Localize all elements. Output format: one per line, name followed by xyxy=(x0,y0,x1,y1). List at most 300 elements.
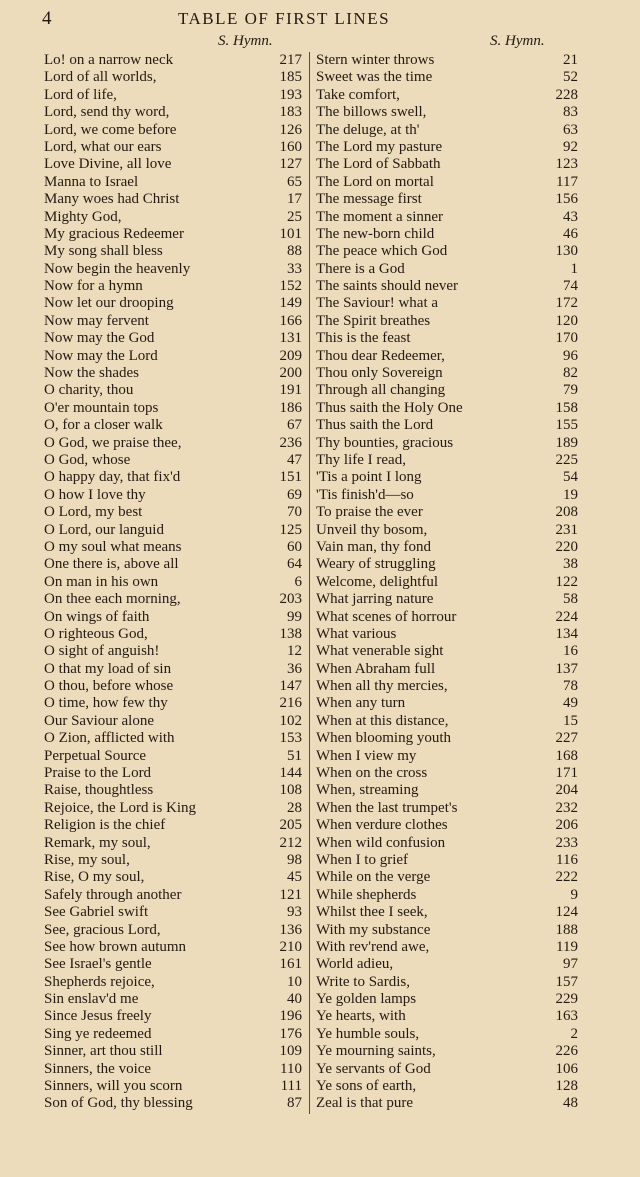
first-line-text: Love Divine, all love xyxy=(44,156,172,173)
hymn-number: 74 xyxy=(563,278,578,295)
index-entry xyxy=(316,435,578,452)
hymn-number: 158 xyxy=(555,399,578,416)
index-entry xyxy=(44,330,302,347)
hymn-number: 102 xyxy=(279,712,302,729)
first-line-text: O happy day, that fix'd xyxy=(44,469,181,486)
hymn-number: 186 xyxy=(279,399,302,416)
first-line-text: Praise to the Lord xyxy=(44,765,152,782)
first-line-text: 'Tis a point I long xyxy=(316,469,422,486)
hymn-number: 25 xyxy=(287,208,302,225)
hymn-number: 43 xyxy=(563,208,578,225)
right-column xyxy=(316,52,578,1113)
first-line-text: 'Tis finish'd—so xyxy=(316,486,414,503)
hymn-number: 151 xyxy=(279,469,302,486)
index-entry xyxy=(316,156,578,173)
hymn-number: 65 xyxy=(287,173,302,190)
index-entry xyxy=(44,261,302,278)
hymn-number: 83 xyxy=(563,104,578,121)
index-entry xyxy=(316,452,578,469)
first-line-text: O God, whose xyxy=(44,451,131,468)
index-entry xyxy=(316,1078,578,1095)
first-line-text: When any turn xyxy=(316,695,406,712)
column-header-right: S. Hymn. xyxy=(490,33,545,49)
first-line-text: The new-born child xyxy=(316,225,435,242)
hymn-number: 217 xyxy=(279,52,302,68)
first-line-text: On thee each morning, xyxy=(44,591,181,608)
hymn-number: 6 xyxy=(294,573,302,590)
first-line-text: The deluge, at th' xyxy=(316,121,420,138)
index-entry xyxy=(44,156,302,173)
hymn-number: 147 xyxy=(279,678,302,695)
hymn-number: 232 xyxy=(555,799,578,816)
index-entry xyxy=(316,765,578,782)
index-entry xyxy=(44,435,302,452)
index-entry xyxy=(44,591,302,608)
hymn-number: 153 xyxy=(279,730,302,747)
first-line-text: Mighty God, xyxy=(44,208,122,225)
hymn-number: 206 xyxy=(555,817,578,834)
first-line-text: O Zion, afflicted with xyxy=(44,730,175,747)
index-entry xyxy=(316,713,578,730)
first-line-text: O Lord, our languid xyxy=(44,521,164,538)
hymn-number: 79 xyxy=(563,382,578,399)
index-entry xyxy=(316,1026,578,1043)
index-entry xyxy=(44,69,302,86)
first-line-text: Now may the Lord xyxy=(44,347,158,364)
index-entry xyxy=(44,382,302,399)
index-entry xyxy=(44,939,302,956)
index-entry xyxy=(316,400,578,417)
first-line-text: Ye hearts, with xyxy=(316,1008,406,1025)
first-line-text: Whilst thee I seek, xyxy=(316,904,428,921)
index-entry xyxy=(44,556,302,573)
hymn-number: 209 xyxy=(279,347,302,364)
hymn-number: 200 xyxy=(279,365,302,382)
hymn-number: 123 xyxy=(555,156,578,173)
hymn-number: 189 xyxy=(555,434,578,451)
first-line-text: Now let our drooping xyxy=(44,295,174,312)
index-entry xyxy=(44,730,302,747)
index-entry xyxy=(316,1095,578,1112)
index-entry xyxy=(316,1008,578,1025)
column-divider xyxy=(309,52,310,1114)
hymn-number: 216 xyxy=(279,695,302,712)
hymn-number: 70 xyxy=(287,504,302,521)
index-entry xyxy=(316,904,578,921)
index-entry xyxy=(44,1078,302,1095)
hymn-number: 82 xyxy=(563,365,578,382)
first-line-text: Sinners, will you scorn xyxy=(44,1078,183,1095)
hymn-number: 117 xyxy=(556,173,578,190)
index-entry xyxy=(316,991,578,1008)
index-entry xyxy=(44,122,302,139)
hymn-number: 128 xyxy=(555,1078,578,1095)
index-entry xyxy=(316,139,578,156)
first-line-text: Rise, O my soul, xyxy=(44,869,145,886)
first-line-text: Our Saviour alone xyxy=(44,712,154,729)
first-line-text: One there is, above all xyxy=(44,556,179,573)
hymn-number: 96 xyxy=(563,347,578,364)
first-line-text: Remark, my soul, xyxy=(44,834,151,851)
first-line-text: O God, we praise thee, xyxy=(44,434,182,451)
first-line-text: O righteous God, xyxy=(44,625,148,642)
first-line-text: See, gracious Lord, xyxy=(44,921,161,938)
index-entry xyxy=(316,278,578,295)
index-entry xyxy=(44,139,302,156)
first-line-text: Now for a hymn xyxy=(44,278,143,295)
index-entry xyxy=(44,748,302,765)
first-line-text: The Lord on mortal xyxy=(316,173,434,190)
index-entry xyxy=(44,209,302,226)
hymn-number: 138 xyxy=(279,625,302,642)
hymn-number: 2 xyxy=(570,1025,578,1042)
first-line-text: While on the verge xyxy=(316,869,431,886)
hymn-number: 108 xyxy=(279,782,302,799)
index-entry xyxy=(316,887,578,904)
index-entry xyxy=(316,835,578,852)
index-entry xyxy=(44,348,302,365)
first-line-text: The saints should never xyxy=(316,278,459,295)
first-line-text: See Israel's gentle xyxy=(44,956,152,973)
first-line-text: Thus saith the Holy One xyxy=(316,399,463,416)
index-entry xyxy=(44,765,302,782)
first-line-text: The message first xyxy=(316,191,422,208)
first-line-text: On man in his own xyxy=(44,573,159,590)
first-line-text: O how I love thy xyxy=(44,486,146,503)
first-line-text: The Lord my pasture xyxy=(316,138,443,155)
first-line-text: What venerable sight xyxy=(316,643,444,660)
index-entry xyxy=(316,487,578,504)
hymn-number: 52 xyxy=(563,69,578,86)
hymn-number: 106 xyxy=(555,1060,578,1077)
hymn-number: 1 xyxy=(570,260,578,277)
index-entry xyxy=(316,191,578,208)
hymn-number: 166 xyxy=(279,312,302,329)
hymn-number: 205 xyxy=(279,817,302,834)
hymn-number: 227 xyxy=(555,730,578,747)
first-line-text: When I view my xyxy=(316,747,417,764)
hymn-number: 119 xyxy=(556,938,578,955)
first-line-text: Sing ye redeemed xyxy=(44,1025,152,1042)
index-entry xyxy=(44,1061,302,1078)
index-entry xyxy=(316,382,578,399)
first-line-text: On wings of faith xyxy=(44,608,150,625)
hymn-number: 64 xyxy=(287,556,302,573)
hymn-number: 60 xyxy=(287,538,302,555)
first-line-text: Lord, what our ears xyxy=(44,138,162,155)
hymn-number: 92 xyxy=(563,138,578,155)
first-line-text: Lord, we come before xyxy=(44,121,177,138)
hymn-number: 19 xyxy=(563,486,578,503)
first-line-text: World adieu, xyxy=(316,956,394,973)
index-entry xyxy=(44,452,302,469)
first-line-text: O my soul what means xyxy=(44,538,182,555)
first-line-text: What jarring nature xyxy=(316,591,434,608)
first-line-text: When blooming youth xyxy=(316,730,451,747)
first-line-text: O sight of anguish! xyxy=(44,643,160,660)
hymn-number: 126 xyxy=(279,121,302,138)
first-line-text: Weary of struggling xyxy=(316,556,436,573)
first-line-text: See how brown autumn xyxy=(44,938,187,955)
first-line-text: Welcome, delightful xyxy=(316,573,439,590)
first-line-text: When all thy mercies, xyxy=(316,678,448,695)
index-entry xyxy=(316,243,578,260)
index-entry xyxy=(316,87,578,104)
index-entry xyxy=(44,626,302,643)
index-entry xyxy=(44,469,302,486)
index-entry xyxy=(44,956,302,973)
first-line-text: When I to grief xyxy=(316,851,409,868)
hymn-number: 156 xyxy=(555,191,578,208)
first-line-text: Lord of life, xyxy=(44,86,117,103)
index-entry xyxy=(316,417,578,434)
index-entry xyxy=(44,417,302,434)
first-line-text: Ye sons of earth, xyxy=(316,1078,417,1095)
first-line-text: Rise, my soul, xyxy=(44,851,130,868)
first-line-text: There is a God xyxy=(316,260,405,277)
hymn-number: 226 xyxy=(555,1043,578,1060)
hymn-number: 40 xyxy=(287,991,302,1008)
hymn-number: 203 xyxy=(279,591,302,608)
index-entry xyxy=(316,748,578,765)
hymn-number: 58 xyxy=(563,591,578,608)
index-entry xyxy=(44,835,302,852)
hymn-number: 131 xyxy=(279,330,302,347)
index-entry xyxy=(44,661,302,678)
hymn-number: 157 xyxy=(555,973,578,990)
index-entry xyxy=(44,226,302,243)
index-entry xyxy=(44,800,302,817)
index-entry xyxy=(44,487,302,504)
index-entry xyxy=(44,869,302,886)
hymn-number: 51 xyxy=(287,747,302,764)
index-entry xyxy=(316,348,578,365)
hymn-number: 87 xyxy=(287,1095,302,1112)
hymn-number: 120 xyxy=(555,312,578,329)
hymn-number: 233 xyxy=(555,834,578,851)
page-title: TABLE OF FIRST LINES xyxy=(178,9,391,28)
first-line-text: This is the feast xyxy=(316,330,411,347)
index-entry xyxy=(44,504,302,521)
index-entry xyxy=(44,313,302,330)
first-line-text: Shepherds rejoice, xyxy=(44,973,155,990)
index-entry xyxy=(44,643,302,660)
index-entry xyxy=(44,609,302,626)
hymn-number: 134 xyxy=(555,625,578,642)
hymn-number: 28 xyxy=(287,799,302,816)
index-entry xyxy=(316,609,578,626)
index-entry xyxy=(44,174,302,191)
first-line-text: Sweet was the time xyxy=(316,69,433,86)
hymn-number: 222 xyxy=(555,869,578,886)
first-line-text: My song shall bless xyxy=(44,243,163,260)
index-entry xyxy=(316,852,578,869)
first-line-text: Now may the God xyxy=(44,330,155,347)
first-line-text: Since Jesus freely xyxy=(44,1008,152,1025)
first-line-text: Sinner, art thou still xyxy=(44,1043,163,1060)
index-entry xyxy=(316,365,578,382)
hymn-number: 220 xyxy=(555,538,578,555)
first-line-text: The billows swell, xyxy=(316,104,427,121)
first-line-text: With rev'rend awe, xyxy=(316,938,430,955)
left-column xyxy=(44,52,302,1113)
index-entry xyxy=(44,1043,302,1060)
first-line-text: Safely through another xyxy=(44,886,182,903)
index-entry xyxy=(44,887,302,904)
first-line-text: Write to Sardis, xyxy=(316,973,410,990)
index-entry xyxy=(316,174,578,191)
index-entry xyxy=(44,1095,302,1112)
index-entry xyxy=(44,295,302,312)
hymn-number: 185 xyxy=(279,69,302,86)
hymn-number: 176 xyxy=(279,1025,302,1042)
index-entry xyxy=(316,661,578,678)
hymn-number: 204 xyxy=(555,782,578,799)
first-line-text: While shepherds xyxy=(316,886,417,903)
first-line-text: Lord, send thy word, xyxy=(44,104,170,121)
hymn-number: 88 xyxy=(287,243,302,260)
first-line-text: Now begin the heavenly xyxy=(44,260,191,277)
hymn-number: 136 xyxy=(279,921,302,938)
index-entry xyxy=(316,591,578,608)
index-entry xyxy=(316,330,578,347)
index-entry xyxy=(316,626,578,643)
first-line-text: Unveil thy bosom, xyxy=(316,521,428,538)
first-line-text: Ye humble souls, xyxy=(316,1025,420,1042)
hymn-number: 17 xyxy=(287,191,302,208)
index-entry xyxy=(44,678,302,695)
first-line-text: Many woes had Christ xyxy=(44,191,180,208)
index-entry xyxy=(44,922,302,939)
index-entry xyxy=(44,104,302,121)
index-entry xyxy=(44,782,302,799)
index-entry xyxy=(316,782,578,799)
first-line-text: Vain man, thy fond xyxy=(316,538,431,555)
index-entry xyxy=(316,226,578,243)
hymn-number: 161 xyxy=(279,956,302,973)
hymn-number: 236 xyxy=(279,434,302,451)
index-entry xyxy=(44,365,302,382)
first-line-text: Religion is the chief xyxy=(44,817,166,834)
index-entry xyxy=(316,800,578,817)
hymn-number: 160 xyxy=(279,138,302,155)
first-line-text: The Lord of Sabbath xyxy=(316,156,441,173)
hymn-number: 228 xyxy=(555,86,578,103)
hymn-number: 212 xyxy=(279,834,302,851)
hymn-number: 210 xyxy=(279,938,302,955)
hymn-number: 188 xyxy=(555,921,578,938)
hymn-number: 155 xyxy=(555,417,578,434)
hymn-number: 21 xyxy=(563,52,578,68)
first-line-text: O time, how few thy xyxy=(44,695,168,712)
first-line-text: My gracious Redeemer xyxy=(44,225,184,242)
index-entry xyxy=(316,922,578,939)
first-line-text: Rejoice, the Lord is King xyxy=(44,799,197,816)
hymn-number: 109 xyxy=(279,1043,302,1060)
hymn-number: 67 xyxy=(287,417,302,434)
hymn-number: 122 xyxy=(555,573,578,590)
first-line-text: To praise the ever xyxy=(316,504,423,521)
index-entry xyxy=(316,643,578,660)
first-line-text: Now the shades xyxy=(44,365,139,382)
hymn-number: 168 xyxy=(555,747,578,764)
hymn-number: 231 xyxy=(555,521,578,538)
hymn-number: 144 xyxy=(279,765,302,782)
first-line-text: Zeal is that pure xyxy=(316,1095,414,1112)
index-entry xyxy=(316,1061,578,1078)
hymn-number: 9 xyxy=(570,886,578,903)
hymn-number: 124 xyxy=(555,904,578,921)
index-entry xyxy=(44,713,302,730)
hymn-number: 170 xyxy=(555,330,578,347)
hymn-number: 152 xyxy=(279,278,302,295)
hymn-number: 93 xyxy=(287,904,302,921)
first-line-text: Now may fervent xyxy=(44,312,149,329)
first-line-text: Take comfort, xyxy=(316,86,400,103)
hymn-number: 16 xyxy=(563,643,578,660)
index-entry xyxy=(316,539,578,556)
first-line-text: Sin enslav'd me xyxy=(44,991,139,1008)
hymn-number: 224 xyxy=(555,608,578,625)
first-line-text: Thy life I read, xyxy=(316,451,406,468)
index-entry xyxy=(316,295,578,312)
hymn-number: 46 xyxy=(563,225,578,242)
index-entry xyxy=(316,974,578,991)
first-line-text: O Lord, my best xyxy=(44,504,143,521)
hymn-number: 69 xyxy=(287,486,302,503)
index-entry xyxy=(44,574,302,591)
index-entry xyxy=(316,695,578,712)
hymn-number: 183 xyxy=(279,104,302,121)
page-number: 4 xyxy=(42,8,52,29)
hymn-number: 101 xyxy=(279,225,302,242)
hymn-number: 171 xyxy=(555,765,578,782)
hymn-number: 229 xyxy=(555,991,578,1008)
index-entry xyxy=(316,209,578,226)
index-entry xyxy=(316,939,578,956)
first-line-text: O that my load of sin xyxy=(44,660,172,677)
first-line-text: When, streaming xyxy=(316,782,419,799)
first-line-text: What various xyxy=(316,625,397,642)
first-line-text: Lord of all worlds, xyxy=(44,69,157,86)
hymn-number: 193 xyxy=(279,86,302,103)
hymn-number: 163 xyxy=(555,1008,578,1025)
index-entry xyxy=(316,574,578,591)
first-line-text: Manna to Israel xyxy=(44,173,139,190)
first-line-text: Raise, thoughtless xyxy=(44,782,154,799)
index-entry xyxy=(316,730,578,747)
index-entry xyxy=(316,104,578,121)
hymn-number: 191 xyxy=(279,382,302,399)
first-line-text: When Abraham full xyxy=(316,660,436,677)
first-line-text: The Spirit breathes xyxy=(316,312,431,329)
hymn-number: 208 xyxy=(555,504,578,521)
index-entry xyxy=(316,869,578,886)
index-entry xyxy=(316,122,578,139)
first-line-text: O'er mountain tops xyxy=(44,399,159,416)
index-entry xyxy=(316,678,578,695)
hymn-number: 97 xyxy=(563,956,578,973)
index-entry xyxy=(44,974,302,991)
hymn-number: 15 xyxy=(563,712,578,729)
first-line-text: Through all changing xyxy=(316,382,446,399)
hymn-number: 225 xyxy=(555,451,578,468)
index-entry xyxy=(44,52,302,69)
first-line-text: Thus saith the Lord xyxy=(316,417,434,434)
hymn-number: 172 xyxy=(555,295,578,312)
first-line-text: Ye servants of God xyxy=(316,1060,431,1077)
index-entry xyxy=(44,539,302,556)
